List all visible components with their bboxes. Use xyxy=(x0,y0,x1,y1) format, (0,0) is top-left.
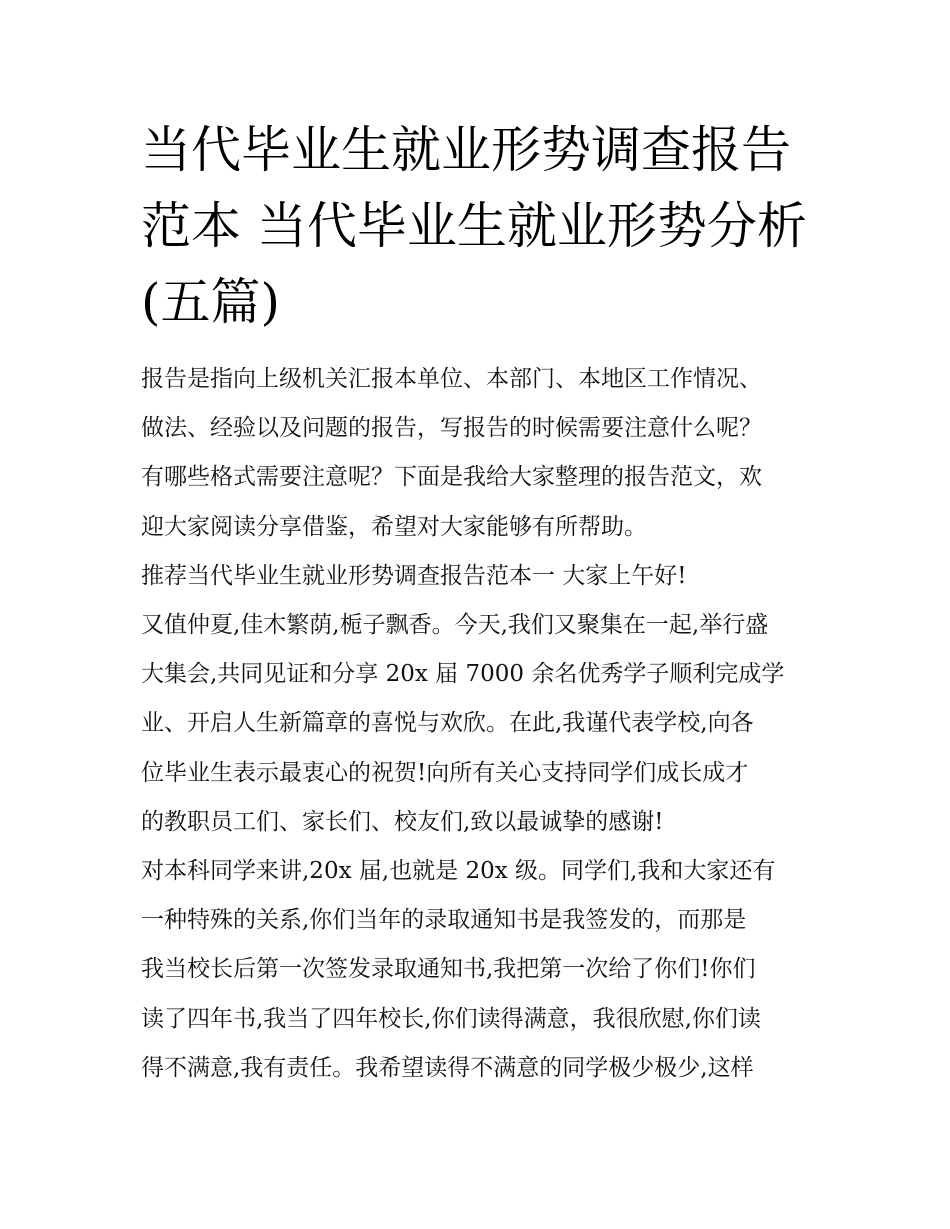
body-line: 做法、经验以及问题的报告，写报告的时候需要注意什么呢？ xyxy=(141,415,762,442)
body-line: 报告是指向上级机关汇报本单位、本部门、本地区工作情况、 xyxy=(141,366,762,392)
body-line: 又值仲夏,佳木繁荫,栀子飘香。今天,我们又聚集在一起,举行盛 xyxy=(141,612,769,639)
body-line: 读了四年书,我当了四年校长,你们读得满意，我很欣慰,你们读 xyxy=(141,1005,761,1032)
title-line: (五篇) xyxy=(141,273,281,331)
title-line: 范本 当代毕业生就业形势分析 xyxy=(141,197,807,255)
title-line: 当代毕业生就业形势调查报告 xyxy=(141,121,791,179)
body-line: 得不满意,我有责任。我希望读得不满意的同学极少极少,这样 xyxy=(141,1054,754,1081)
body-line: 一种特殊的关系,你们当年的录取通知书是我签发的，而那是 xyxy=(141,907,747,934)
body-line: 位毕业生表示最衷心的祝贺!向所有关心支持同学们成长成才 xyxy=(141,759,749,786)
body-line: 我当校长后第一次签发录取通知书,我把第一次给了你们!你们 xyxy=(141,956,756,983)
body-line: 业、开启人生新篇章的喜悦与欢欣。在此,我谨代表学校,向各 xyxy=(141,710,754,737)
document-title xyxy=(141,112,821,340)
body-line: 推荐当代毕业生就业形势调查报告范本一 大家上午好! xyxy=(141,562,687,589)
body-line: 对本科同学来讲,20x 届,也就是 20x 级。同学们,我和大家还有 xyxy=(141,858,776,885)
document-body xyxy=(141,355,821,1093)
body-line: 大集会,共同见证和分享 20x 届 7000 余名优秀学子顺利完成学 xyxy=(141,661,785,688)
body-line: 迎大家阅读分享借鉴，希望对大家能够有所帮助。 xyxy=(141,513,647,540)
body-line: 的教职员工们、家长们、校友们,致以最诚挚的感谢! xyxy=(141,808,664,835)
body-line: 有哪些格式需要注意呢？下面是我给大家整理的报告范文，欢 xyxy=(141,464,762,491)
